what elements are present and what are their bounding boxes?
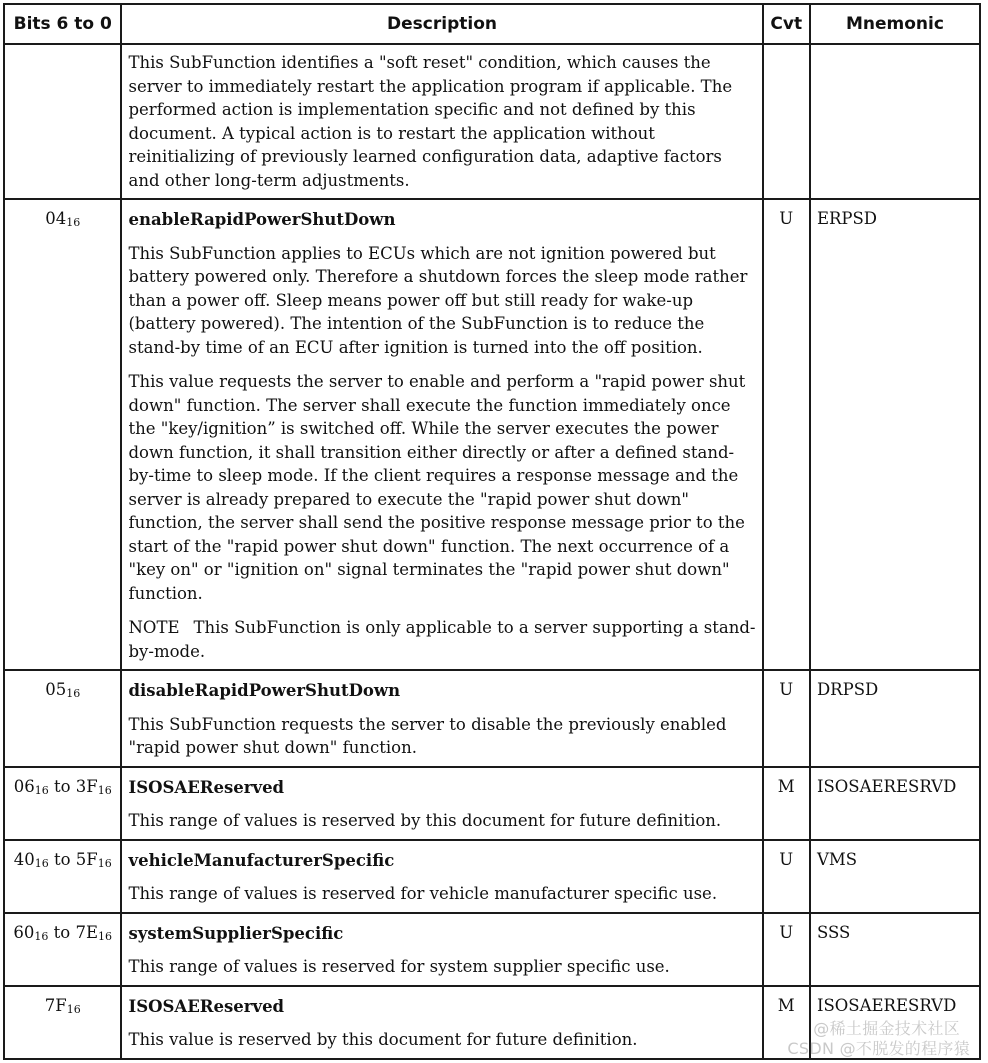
subfunction-name: systemSupplierSpecific	[128, 923, 344, 943]
description-cell	[121, 199, 762, 670]
cvt-cell: U	[763, 913, 810, 986]
bits-value: 40	[13, 849, 35, 869]
bits-value: 04	[45, 209, 67, 228]
table-row	[4, 44, 980, 199]
radix-subscript: 16	[97, 856, 112, 870]
table-header-row	[4, 4, 980, 44]
watermark-csdn: CSDN @不脱发的程序猿	[787, 1039, 970, 1058]
header-bits: Bits 6 to 0	[4, 4, 121, 44]
mnemonic-cell: DRPSD	[810, 670, 980, 767]
header-mnemonic: Mnemonic	[810, 4, 980, 44]
subfunction-table	[3, 3, 981, 1060]
bits-cell	[4, 670, 121, 767]
description-paragraph: This range of values is reserved for system supplier specific use.	[128, 957, 670, 976]
cvt-cell: U	[763, 199, 810, 670]
description-cell	[121, 913, 762, 986]
bits-cell	[4, 986, 121, 1059]
radix-subscript: 16	[98, 929, 113, 943]
radix-subscript: 16	[34, 783, 49, 797]
table-row	[4, 913, 980, 986]
description-paragraph: This SubFunction applies to ECUs which are not ignition powered but battery powered only. Therefore a shutdown forces the sleep mode rather than a power off. Sleep means power off but still ready for wake-up (battery powered). The intention of the SubFunction is to reduce the stand-by time of an ECU after ignition is turned into the off position.	[128, 243, 748, 357]
description-cell	[121, 986, 762, 1059]
note-label: NOTE	[128, 618, 180, 637]
radix-subscript: 16	[34, 929, 49, 943]
table-row	[4, 199, 980, 670]
description-paragraph: This range of values is reserved for vehicle manufacturer specific use.	[128, 884, 718, 903]
bits-cell	[4, 767, 121, 840]
description-cell	[121, 840, 762, 913]
cvt-cell: M	[763, 767, 810, 840]
header-cvt: Cvt	[763, 4, 810, 44]
mnemonic-cell: ERPSD	[810, 199, 980, 670]
radix-subscript: 16	[66, 1002, 81, 1016]
note-paragraph	[128, 616, 755, 663]
radix-subscript: 16	[66, 216, 81, 229]
description-cell	[121, 767, 762, 840]
cvt-cell: U	[763, 840, 810, 913]
mnemonic-cell: ISOSAERESRVD	[810, 767, 980, 840]
bits-value: 05	[45, 680, 67, 699]
table-row	[4, 840, 980, 913]
cvt-cell: U	[763, 670, 810, 767]
bits-value: 60	[13, 922, 35, 942]
subfunction-name: ISOSAEReserved	[128, 777, 285, 797]
bits-cell	[4, 199, 121, 670]
header-description: Description	[121, 4, 762, 44]
cvt-cell	[763, 44, 810, 199]
range-to: to	[53, 849, 71, 869]
bits-cell	[4, 44, 121, 199]
bits-value: 06	[13, 776, 35, 796]
bits-cell	[4, 840, 121, 913]
subfunction-name: enableRapidPowerShutDown	[128, 210, 396, 229]
radix-subscript: 16	[34, 856, 49, 870]
mnemonic-cell: VMS	[810, 840, 980, 913]
watermark-juejin: @稀土掘金技术社区	[813, 1019, 960, 1038]
cvt-cell: M	[763, 986, 810, 1059]
mnemonic-cell: SSS	[810, 913, 980, 986]
description-cell	[121, 670, 762, 767]
table-row	[4, 767, 980, 840]
bits-value: 5F	[75, 849, 98, 869]
range-to: to	[53, 776, 71, 796]
mnemonic-cell: ISOSAERESRVD	[810, 986, 980, 1059]
description-paragraph: This SubFunction requests the server to disable the previously enabled "rapid power shut down" function.	[128, 714, 727, 757]
range-to: to	[53, 922, 71, 942]
bits-value: 3F	[75, 776, 98, 796]
mnemonic-cell	[810, 44, 980, 199]
note-text: This SubFunction is only applicable to a server supporting a stand-by-mode.	[128, 618, 756, 661]
bits-value: 7F	[44, 995, 67, 1015]
description-paragraph: This range of values is reserved by this document for future definition.	[128, 811, 722, 830]
bits-value: 7E	[75, 922, 99, 942]
subfunction-name: ISOSAEReserved	[128, 996, 285, 1016]
table-row	[4, 670, 980, 767]
description-paragraph: This value is reserved by this document for future definition.	[128, 1030, 638, 1049]
bits-cell	[4, 913, 121, 986]
description-paragraph: This value requests the server to enable and perform a "rapid power shut down" function. The server shall execute the function immediately once the "key/ignition” is switched off. While the server executes the power down function, it shall transition either directly or after a defined stand-by-time to sleep mode. If the client requires a response message and the server is already prepared to execute the "rapid power shut down" function, the server shall send the positive response message prior to the start of the "rapid power shut down" function. The next occurrence of a "key on" or "ignition on" signal terminates the "rapid power shut down" function.	[128, 372, 746, 603]
radix-subscript: 16	[66, 687, 81, 700]
subfunction-name: vehicleManufacturerSpecific	[128, 850, 395, 870]
description-paragraph: This SubFunction identifies a "soft reset" condition, which causes the server to immediately restart the application program if applicable. The performed action is implementation specific and not defined by this document. A typical action is to restart the application without reinitializing of previously learned configuration data, adaptive factors and other long-term adjustments.	[128, 53, 733, 190]
subfunction-name: disableRapidPowerShutDown	[128, 681, 401, 700]
radix-subscript: 16	[97, 783, 112, 797]
description-cell	[121, 44, 762, 199]
